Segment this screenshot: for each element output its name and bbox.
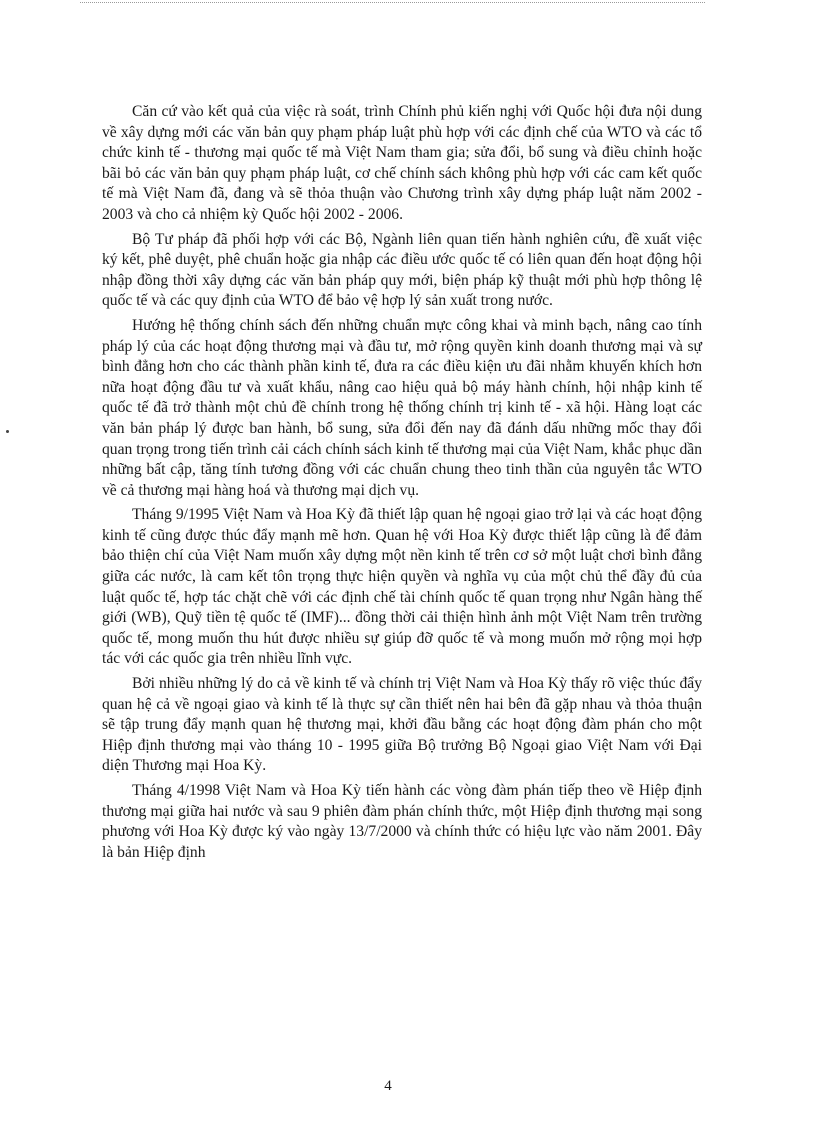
paragraph-4: Tháng 9/1995 Việt Nam và Hoa Kỳ đã thiết lập quan hệ ngoại giao trở lại và các hoạt động kinh tế cũng được thúc đẩy mạnh mẽ hơn. Quan hệ với Hoa Kỳ được thiết lập cũng là để đảm bảo thiện chí của Việt Nam muốn xây dựng một nền kinh tế trên cơ sở một luật chơi bình đẳng giữa các nước, là cam kết tôn trọng thực hiện quyền và nghĩa vụ của một chủ thể đầy đủ của luật quốc tế, hợp tác chặt chẽ với các định chế tài chính quốc tế quan trọng như Ngân hàng thế giới (WB), Quỹ tiền tệ quốc tế (IMF)... đồng thời cải thiện hình ảnh một Việt Nam trên trường quốc tế, mong muốn thu hút được nhiều sự giúp đỡ quốc tế và mong muốn mở rộng mọi hợp tác với các quốc gia trên nhiều lĩnh vực. <box>102 506 702 668</box>
paragraph-1: Căn cứ vào kết quả của việc rà soát, trình Chính phủ kiến nghị với Quốc hội đưa nội dung về xây dựng mới các văn bản quy phạm pháp luật phù hợp với các định chế của WTO và các tổ chức kinh tế - thương mại quốc tế mà Việt Nam tham gia; sửa đổi, bổ sung và điều chỉnh hoặc bãi bỏ các văn bản quy phạm pháp luật, cơ chế chính sách không phù hợp với các cam kết quốc tế mà Việt Nam đã, đang và sẽ thỏa thuận vào Chương trình xây dựng pháp luật năm 2002 - 2003 và cho cả nhiệm kỳ Quốc hội 2002 - 2006. <box>102 103 702 223</box>
paragraph-6: Tháng 4/1998 Việt Nam và Hoa Kỳ tiến hành các vòng đàm phán tiếp theo về Hiệp định thương mại giữa hai nước và sau 9 phiên đàm phán chính thức, một Hiệp định thương mại song phương với Hoa Kỳ được ký vào ngày 13/7/2000 và chính thức có hiệu lực vào năm 2001. Đây là bản Hiệp định <box>102 782 702 861</box>
paragraph-5: Bởi nhiều những lý do cả về kinh tế và chính trị Việt Nam và Hoa Kỳ thấy rõ việc thúc đẩy quan hệ cả về ngoại giao và kinh tế là thực sự cần thiết nên hai bên đã gặp nhau và thỏa thuận sẽ tập trung đẩy mạnh quan hệ thương mại, khởi đầu bằng các hoạt động đàm phán cho một Hiệp định thương mại vào tháng 10 - 1995 giữa Bộ trưởng Bộ Ngoại giao Việt Nam với Đại diện Thương mại Hoa Kỳ. <box>102 675 702 775</box>
scan-mark <box>6 430 9 433</box>
page-body <box>102 102 702 867</box>
paragraph-3: Hướng hệ thống chính sách đến những chuẩn mực công khai và minh bạch, nâng cao tính pháp lý của các hoạt động thương mại và đầu tư, mở rộng quyền kinh doanh thương mại và sự bình đẳng hơn cho các thành phần kinh tế, đưa ra các điều kiện ưu đãi nhằm khuyến khích hơn nữa hoạt động đầu tư và xuất khẩu, nâng cao hiệu quả bộ máy hành chính, hội nhập kinh tế quốc tế đã trở thành một chủ đề chính trong hệ thống chính trị kinh tế - xã hội. Hàng loạt các văn bản pháp lý được ban hành, bổ sung, sửa đổi đến nay đã đánh dấu những mốc thay đổi quan trọng trong tiến trình cải cách chính sách kinh tế thương mại của Việt Nam, khắc phục dần những bất cập, tăng tính tương đồng với các chuẩn chung theo tinh thần của nguyên tắc WTO về cả thương mại hàng hoá và thương mại dịch vụ. <box>102 316 702 499</box>
header-rule <box>80 2 705 3</box>
page-number: 4 <box>384 1078 392 1094</box>
paragraph-2: Bộ Tư pháp đã phối hợp với các Bộ, Ngành liên quan tiến hành nghiên cứu, đề xuất việc ký kết, phê duyệt, phê chuẩn hoặc gia nhập các điều ước quốc tế có liên quan đến hoạt động hội nhập đồng thời xây dựng các văn bản pháp quy mới, biện pháp kỹ thuật mới phù hợp thông lệ quốc tế và các quy định của WTO để bảo vệ hợp lý sản xuất trong nước. <box>102 230 702 310</box>
